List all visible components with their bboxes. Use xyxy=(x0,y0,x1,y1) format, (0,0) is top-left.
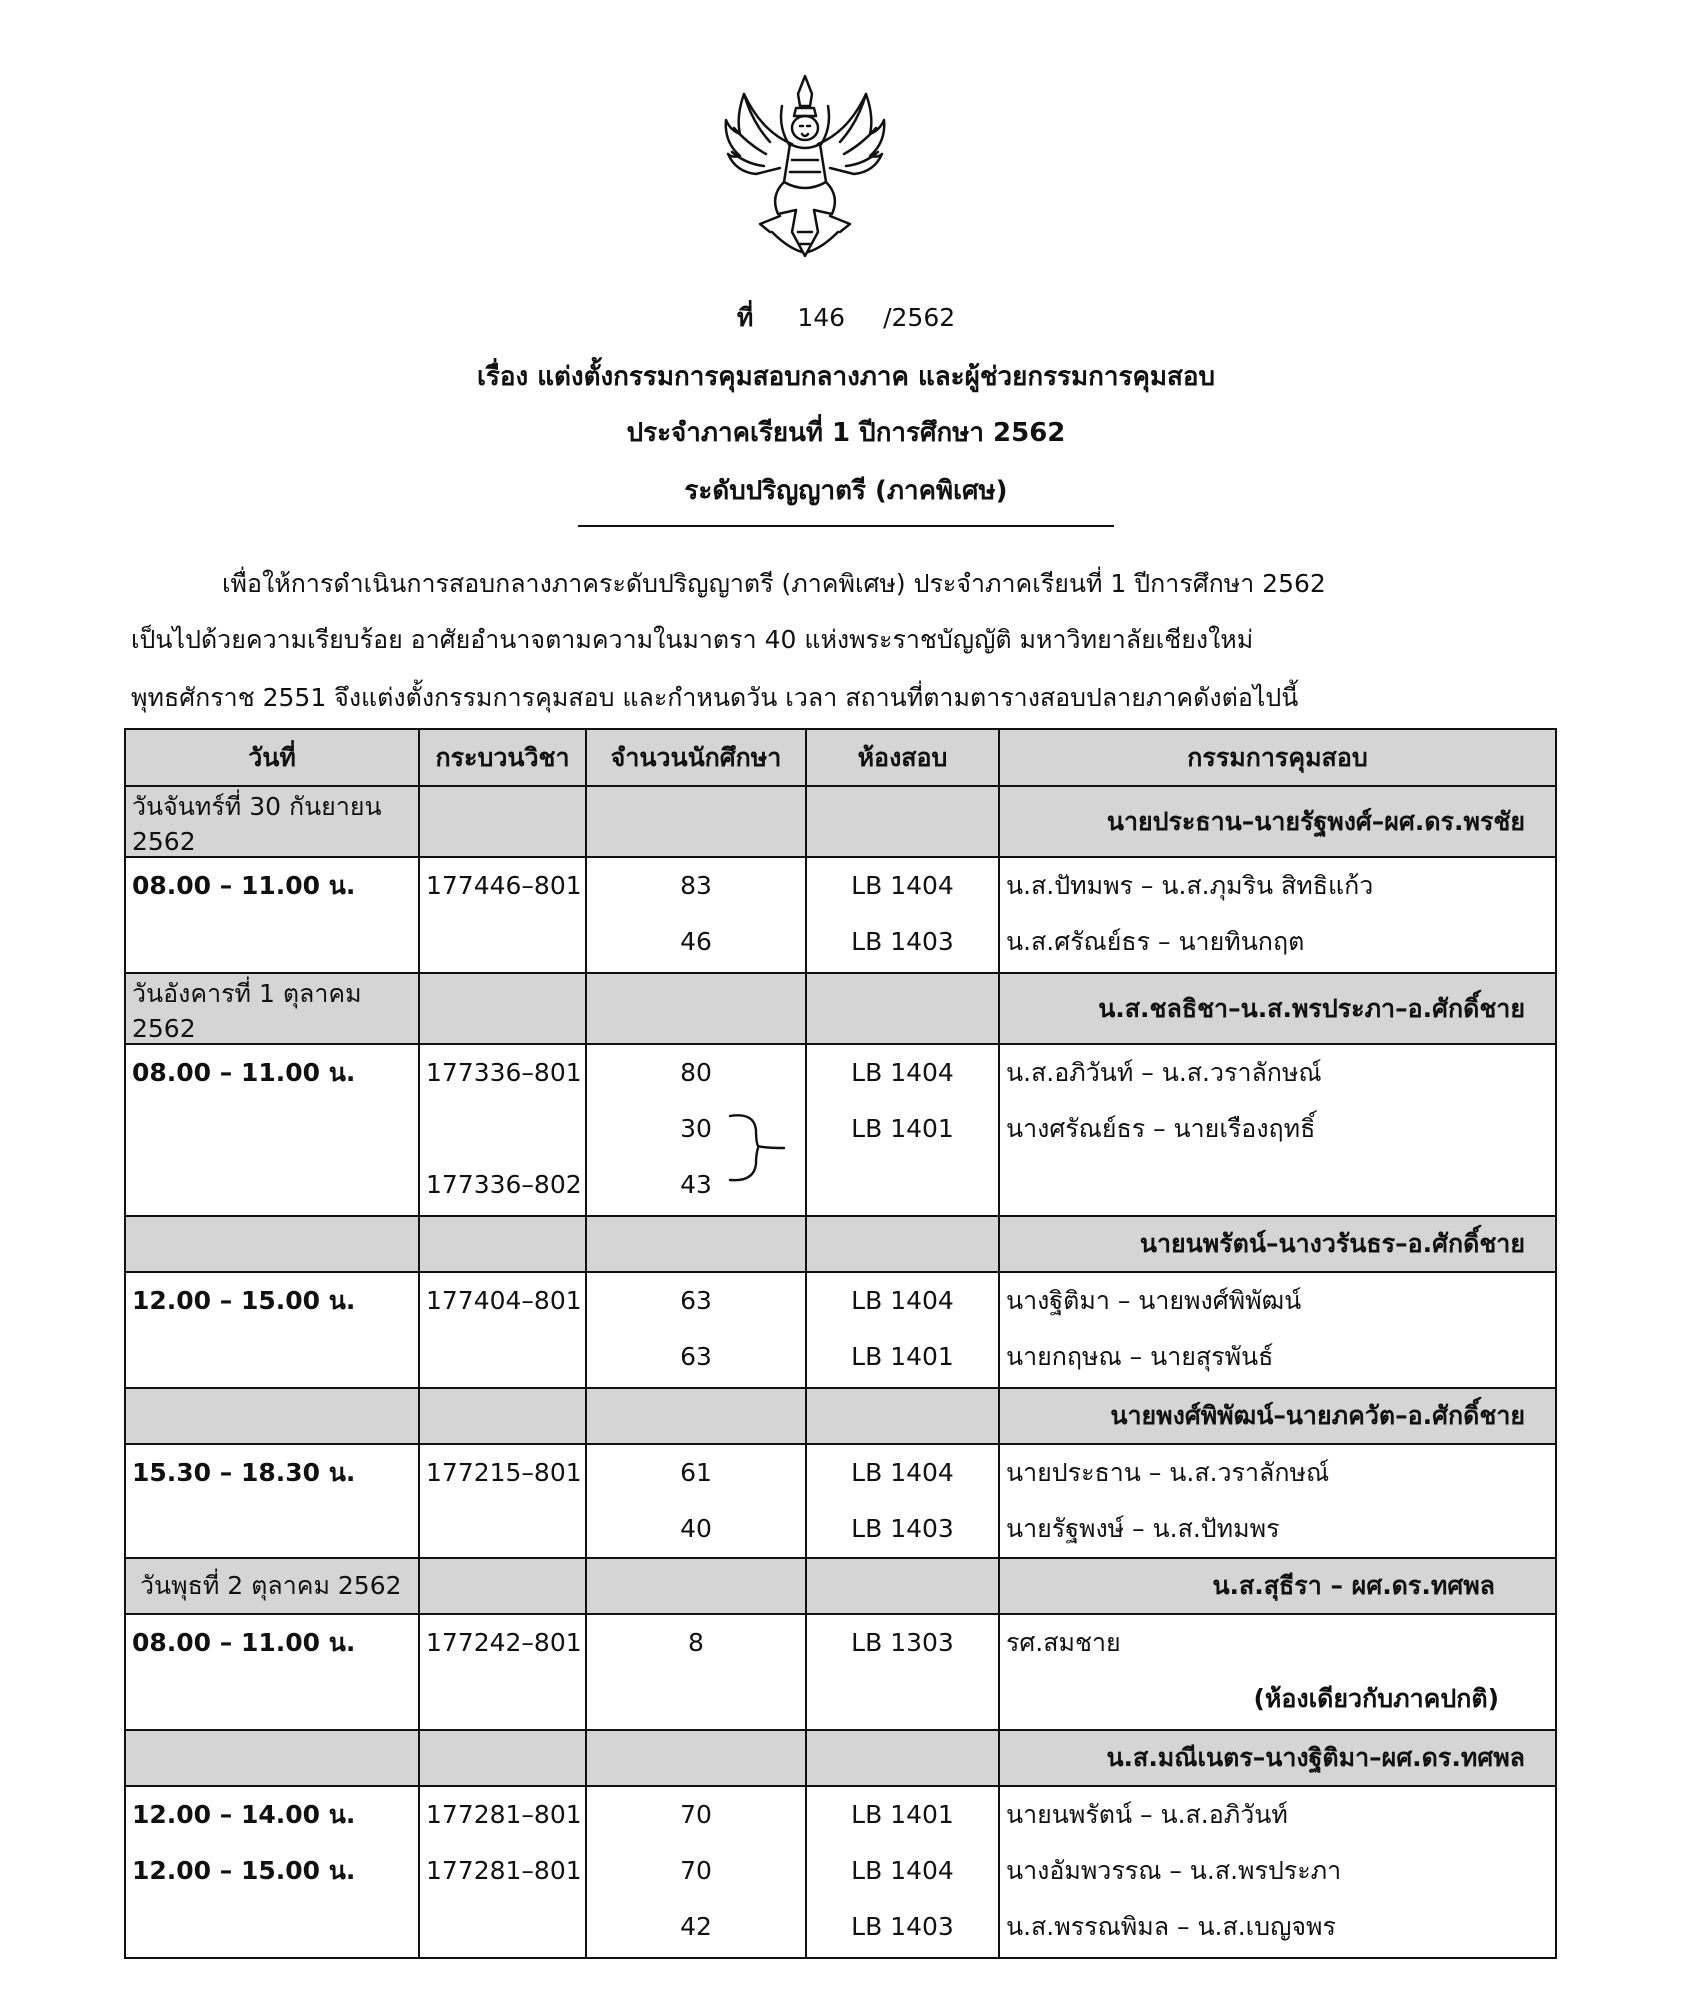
group-date xyxy=(125,1730,419,1786)
exam-time: 08.00 – 11.00 น. xyxy=(132,871,356,900)
exam-room: LB 1404 xyxy=(851,1058,954,1087)
same-room-note: (ห้องเดียวกับภาคปกติ) xyxy=(1253,1684,1499,1713)
course-code: 177215–801 xyxy=(426,1458,582,1487)
course-cell xyxy=(419,1444,586,1558)
group-date xyxy=(125,1216,419,1272)
garuda-emblem-icon xyxy=(722,72,888,262)
header-course: กระบวนวิชา xyxy=(419,729,586,786)
student-count: 30 xyxy=(680,1114,712,1143)
exam-room: LB 1404 xyxy=(851,1458,954,1487)
invigilator-pair: น.ส.อภิวันท์ – น.ส.วราลักษณ์ xyxy=(1006,1058,1322,1087)
document-number xyxy=(0,298,1692,338)
invigilators-cell xyxy=(999,1786,1556,1958)
exam-time: 12.00 – 15.00 น. xyxy=(132,1856,356,1885)
students-cell xyxy=(586,1786,806,1958)
course-code: 177281–801 xyxy=(426,1856,582,1885)
invigilators-cell xyxy=(999,857,1556,973)
invigilators-cell xyxy=(999,1044,1556,1216)
exam-schedule-table xyxy=(124,728,1557,1959)
students-cell xyxy=(586,857,806,973)
head-invigilators: น.ส.มณีเนตร–นางฐิติมา–ผศ.ดร.ทศพล xyxy=(999,1730,1556,1786)
invigilators-cell xyxy=(999,1614,1556,1730)
exam-room: LB 1403 xyxy=(851,1912,954,1941)
student-count: 40 xyxy=(680,1514,712,1543)
student-count: 42 xyxy=(680,1912,712,1941)
group-date xyxy=(125,1388,419,1444)
table-group-row xyxy=(125,1558,1556,1614)
header-room: ห้องสอบ xyxy=(806,729,999,786)
course-cell xyxy=(419,1272,586,1388)
exam-time: 08.00 – 11.00 น. xyxy=(132,1628,356,1657)
table-group-row xyxy=(125,1730,1556,1786)
table-group-row xyxy=(125,1388,1556,1444)
exam-time: 08.00 – 11.00 น. xyxy=(132,1058,356,1087)
table-row xyxy=(125,857,1556,973)
brace-icon xyxy=(728,1108,786,1186)
students-cell xyxy=(586,1614,806,1730)
head-invigilators: นายนพรัตน์–นางวรันธร–อ.ศักดิ์ชาย xyxy=(999,1216,1556,1272)
student-count: 70 xyxy=(680,1856,712,1885)
table-row xyxy=(125,1786,1556,1958)
table-group-row xyxy=(125,786,1556,857)
exam-time-cell xyxy=(125,1614,419,1730)
exam-room: LB 1403 xyxy=(851,927,954,956)
invigilator-pair: นางอัมพวรรณ – น.ส.พรประภา xyxy=(1006,1856,1342,1885)
body-paragraph-line-3: พุทธศักราช 2551 จึงแต่งตั้งกรรมการคุมสอบ และกำหนดวัน เวลา สถานที่ตามตารางสอบปลายภาคดังต่อไปนี้ xyxy=(131,683,1299,712)
course-cell xyxy=(419,1614,586,1730)
group-date: วันพุธที่ 2 ตุลาคม 2562 xyxy=(125,1558,419,1614)
exam-room: LB 1303 xyxy=(851,1628,954,1657)
exam-room: LB 1404 xyxy=(851,1856,954,1885)
room-cell xyxy=(806,1444,999,1558)
invigilators-cell xyxy=(999,1272,1556,1388)
body-paragraph-line-2: เป็นไปด้วยความเรียบร้อย อาศัยอำนาจตามความในมาตรา 40 แห่งพระราชบัญญัติ มหาวิทยาลัยเชียงใหม่ xyxy=(131,625,1254,654)
invigilator-pair: นางฐิติมา – นายพงศ์พิพัฒน์ xyxy=(1006,1286,1302,1315)
student-count: 8 xyxy=(688,1628,704,1657)
invigilator-pair: น.ส.ปัทมพร – น.ส.ภุมริน สิทธิแก้ว xyxy=(1006,871,1374,900)
room-cell xyxy=(806,1786,999,1958)
exam-room: LB 1404 xyxy=(851,1286,954,1315)
invigilator-pair: นางศรัณย์ธร – นายเรืองฤทธิ์ xyxy=(1006,1114,1316,1143)
invigilator-pair: นายนพรัตน์ – น.ส.อภิวันท์ xyxy=(1006,1800,1288,1829)
exam-time-cell xyxy=(125,857,419,973)
invigilator-pair: น.ส.พรรณพิมล – น.ส.เบญจพร xyxy=(1006,1912,1336,1941)
invigilator-pair: นายประธาน – น.ส.วราลักษณ์ xyxy=(1006,1458,1330,1487)
level-title: ระดับปริญญาตรี (ภาคพิเศษ) xyxy=(684,476,1008,506)
exam-room: LB 1401 xyxy=(851,1342,954,1371)
table-row xyxy=(125,1614,1556,1730)
number-value: 146 xyxy=(797,303,846,332)
group-date: วันอังคารที่ 1 ตุลาคม 2562 xyxy=(125,973,419,1044)
table-row xyxy=(125,1444,1556,1558)
invigilator-pair: น.ส.ศรัณย์ธร – นายทินกฤต xyxy=(1006,927,1305,956)
head-invigilators: น.ส.ชลธิชา–น.ส.พรประภา–อ.ศักดิ์ชาย xyxy=(999,973,1556,1044)
header-invigilators: กรรมการคุมสอบ xyxy=(999,729,1556,786)
exam-room: LB 1401 xyxy=(851,1800,954,1829)
student-count: 70 xyxy=(680,1800,712,1829)
exam-time-cell xyxy=(125,1444,419,1558)
invigilator-pair: นายกฤษณ – นายสุรพันธ์ xyxy=(1006,1342,1274,1371)
table-group-row xyxy=(125,1216,1556,1272)
exam-time-cell xyxy=(125,1044,419,1216)
body-paragraph-line-1: เพื่อให้การดำเนินการสอบกลางภาคระดับปริญญาตรี (ภาคพิเศษ) ประจำภาคเรียนที่ 1 ปีการศึกษา 2562 xyxy=(222,569,1326,598)
exam-time: 12.00 – 14.00 น. xyxy=(132,1800,356,1829)
course-cell xyxy=(419,1044,586,1216)
student-count: 80 xyxy=(680,1058,712,1087)
header-date: วันที่ xyxy=(125,729,419,786)
students-cell xyxy=(586,1444,806,1558)
table-row xyxy=(125,1044,1556,1216)
room-cell xyxy=(806,1272,999,1388)
subject-title: เรื่อง แต่งตั้งกรรมการคุมสอบกลางภาค และผู้ช่วยกรรมการคุมสอบ xyxy=(477,362,1215,392)
course-code xyxy=(426,1101,579,1157)
course-code: 177336–801 xyxy=(426,1058,582,1087)
invigilator-pair: นายรัฐพงษ์ – น.ส.ปัทมพร xyxy=(1006,1514,1280,1543)
number-label: ที่ xyxy=(736,303,754,332)
head-invigilators: นายพงศ์พิพัฒน์–นายภควัต–อ.ศักดิ์ชาย xyxy=(999,1388,1556,1444)
student-count: 63 xyxy=(680,1342,712,1371)
invigilators-cell xyxy=(999,1444,1556,1558)
course-code: 177404–801 xyxy=(426,1286,582,1315)
student-count: 46 xyxy=(680,927,712,956)
course-code: 177336–802 xyxy=(426,1170,582,1199)
exam-time-cell xyxy=(125,1786,419,1958)
exam-time: 15.30 – 18.30 น. xyxy=(132,1458,356,1487)
table-header-row xyxy=(125,729,1556,786)
table-group-row xyxy=(125,973,1556,1044)
exam-time: 12.00 – 15.00 น. xyxy=(132,1286,356,1315)
student-count: 61 xyxy=(680,1458,712,1487)
course-code: 177446–801 xyxy=(426,871,582,900)
group-date: วันจันทร์ที่ 30 กันยายน 2562 xyxy=(125,786,419,857)
course-cell xyxy=(419,857,586,973)
head-invigilators: นายประธาน–นายรัฐพงศ์–ผศ.ดร.พรชัย xyxy=(999,786,1556,857)
course-code: 177281–801 xyxy=(426,1800,582,1829)
exam-time-cell xyxy=(125,1272,419,1388)
exam-room: LB 1404 xyxy=(851,871,954,900)
student-count: 83 xyxy=(680,871,712,900)
number-year: /2562 xyxy=(883,303,956,332)
header-students: จำนวนนักศึกษา xyxy=(586,729,806,786)
course-cell xyxy=(419,1786,586,1958)
head-invigilators: น.ส.สุธีรา – ผศ.ดร.ทศพล xyxy=(999,1558,1556,1614)
student-count: 63 xyxy=(680,1286,712,1315)
room-cell xyxy=(806,1614,999,1730)
semester-title: ประจำภาคเรียนที่ 1 ปีการศึกษา 2562 xyxy=(626,418,1066,448)
room-cell xyxy=(806,1044,999,1216)
student-count: 43 xyxy=(680,1170,712,1199)
table-row xyxy=(125,1272,1556,1388)
course-code: 177242–801 xyxy=(426,1628,582,1657)
room-cell xyxy=(806,857,999,973)
title-divider xyxy=(578,525,1114,527)
exam-room: LB 1403 xyxy=(851,1514,954,1543)
students-cell xyxy=(586,1272,806,1388)
invigilator-pair: รศ.สมชาย xyxy=(1006,1628,1121,1657)
exam-room: LB 1401 xyxy=(851,1114,954,1143)
